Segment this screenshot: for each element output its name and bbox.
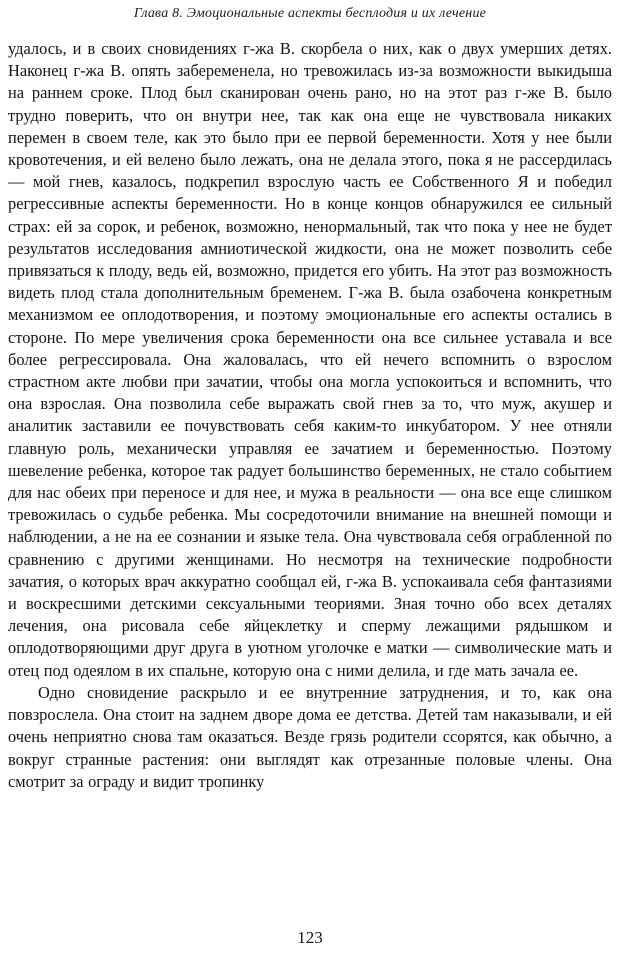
paragraph-continuation: удалось, и в своих сновидениях г-жа В. скорбела о них, как о двух умерших детях. Наконец г-жа В. опять забеременела, но тревожилась из-за возможности выкидыша на раннем сроке. Плод был сканирован очень рано, но на этот раз г-же В. было трудно поверить, что он внутри нее, так как она еще не чувствовала никаких перемен в своем теле, как это было при ее первой беременности. Хотя у нее были кровотечения, и ей велено было лежать, она не делала этого, пока я не рассердилась — мой гнев, казалось, подкрепил взрослую часть ее Собственного Я и победил регрессивные аспекты беременности. Но в конце концов обнаружился ее сильный страх: ей за сорок, и ребенок, возможно, ненормальный, так что пока у нее не будет результатов исследования амниотической жидкости, она не может позволить себе привязаться к плоду, ведь ей, возможно, придется его убить. На этот раз возможность видеть плод стала дополнительным бременем. Г-жа В. была озабочена конкретным механизмом ее оплодотворения, и поэтому эмоциональные его аспекты остались в стороне. По мере увеличения срока беременности она все сильнее уставала и все более регрессировала. Она жаловалась, что ей нечего вспомнить о взрослом страстном акте любви при зачатии, чтобы она могла успокоиться и вспомнить, что она взрослая. Она позволила себе выражать свой гнев за то, что муж, акушер и аналитик заставили ее почувствовать себя каким-то инкубатором. У нее отняли главную роль, механически управляя ее зачатием и беременностью. Поэтому шевеление ребенка, которое так радует большинство беременных, не стало событием для нас обеих при переносе и для нее, и мужа в реальности — она все еще слишком тревожилась о судьбе ребенка. Мы сосредоточили внимание на внешней помощи и наблюдении, а не на ее сознании и языке тела. Она чувствовала себя ограбленной по сравнению с другими женщинами. Но несмотря на технические подробности зачатия, о которых врач аккуратно сообщал ей, г-жа В. успокаивала себя фантазиями и воскресшими детскими сексуальными теориями. Зная точно обо всех деталях лечения, она рисовала себе яйцеклетку и сперму лежащими рядышком и оплодотворяющими друг друга в уютном уголочке е матки — символические мать и отец под одеялом в их спальне, которую она с ними делила, и где мать зачала ее. (8, 39, 612, 680)
paragraph: Одно сновидение раскрыло и ее внутренние затруднения, и то, как она повзрослела. Она стоит на заднем дворе дома ее детства. Детей там наказывали, и ей очень неприятно снова там оказаться. Везде грязь родители ссорятся, как обычно, а вокруг странные растения: они выглядят как отрезанные половые члены. Она смотрит за ограду и видит тропинку (8, 682, 612, 791)
page-number: 123 (297, 928, 323, 947)
page-body (8, 38, 612, 793)
running-head: Глава 8. Эмоциональные аспекты бесплодия и их лечение (133, 6, 487, 21)
